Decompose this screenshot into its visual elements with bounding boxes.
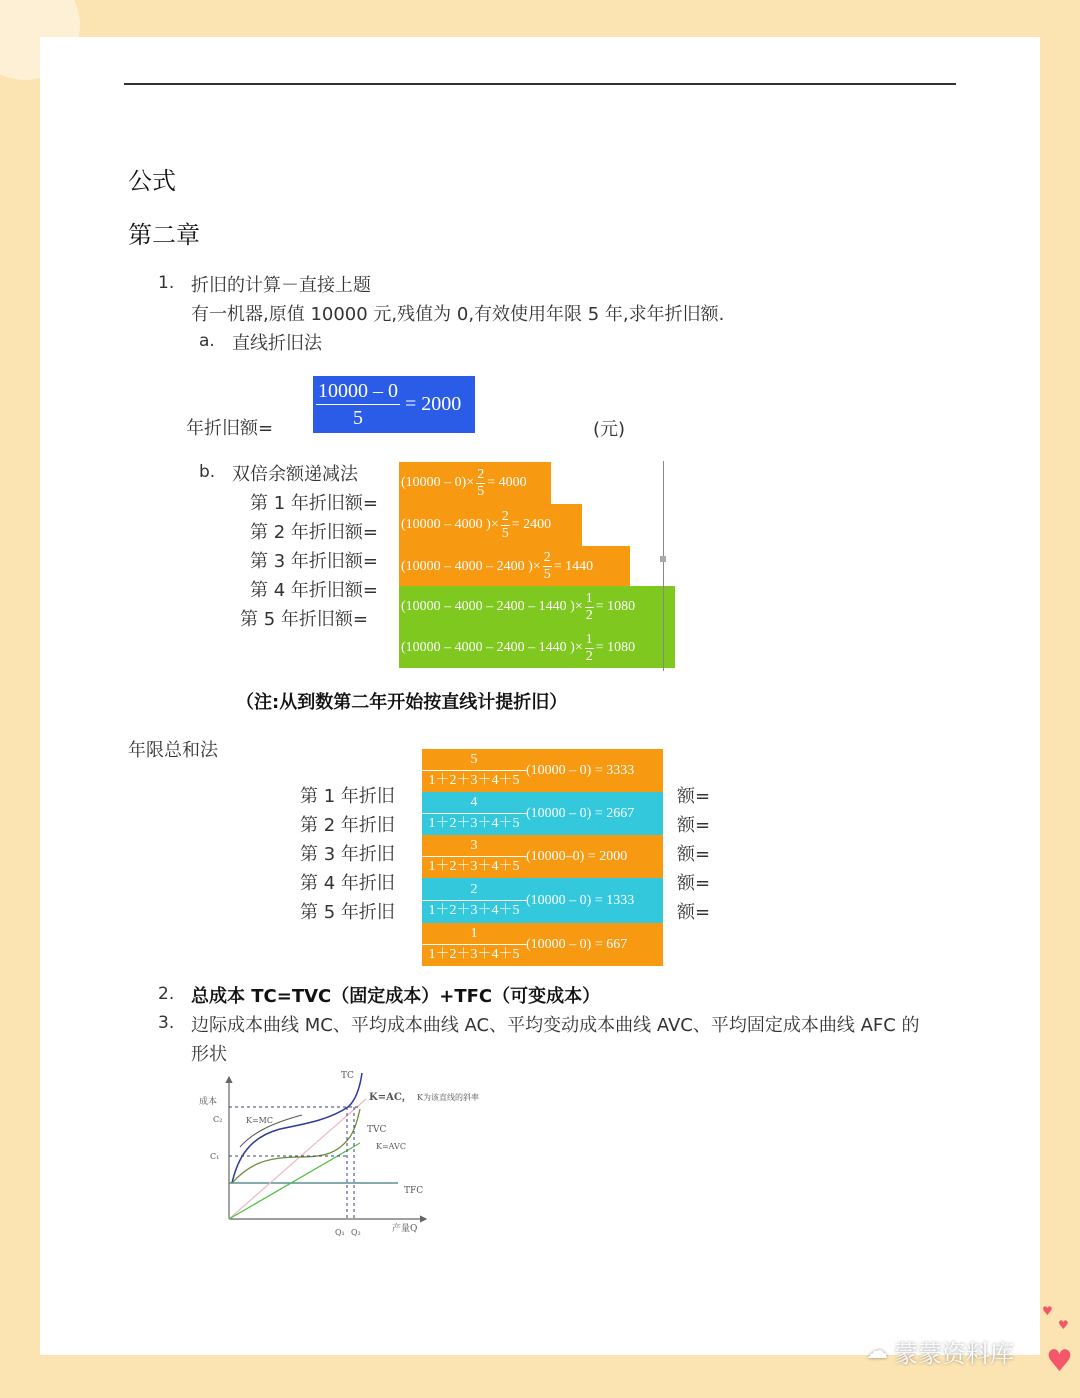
heart-icon: ♥ — [1042, 1304, 1053, 1318]
ddb-year4-label: 第 4 年折旧额= — [250, 580, 378, 601]
fraction-numerator: 3 — [422, 839, 526, 857]
ddb-year5-label: 第 5 年折旧额= — [240, 609, 368, 630]
ddb-formula-prefix: (10000 – 4000 )× — [401, 517, 499, 532]
fraction-numerator: 2 — [422, 883, 526, 901]
fraction-denominator: 2 — [585, 648, 593, 664]
wechat-icon: ☁ — [866, 1339, 888, 1364]
method-b-marker: b. — [199, 462, 216, 482]
ddb-fraction — [501, 510, 510, 541]
watermark — [866, 1334, 1014, 1369]
ddb-formula-prefix: (10000 – 4000 – 2400 – 1440 )× — [401, 640, 583, 655]
fraction-numerator: 10000 – 0 — [316, 381, 400, 405]
kac-note: K为该直线的斜率 — [417, 1093, 479, 1102]
soyd-year2-label: 第 2 年折旧 — [300, 815, 395, 836]
kac-label: K=AC， — [369, 1092, 412, 1103]
item3-text-line1: 边际成本曲线 MC、平均成本曲线 AC、平均变动成本曲线 AVC、平均固定成本曲线 AFC 的 — [191, 1015, 920, 1036]
soyd-formula-result: (10000 – 0) = 1333 — [526, 892, 635, 908]
soyd-formula-4 — [422, 878, 663, 923]
fraction-denominator: 1＋2＋3＋4＋5 — [428, 859, 520, 874]
selection-guide-line — [663, 461, 664, 671]
item2-number: 2. — [158, 984, 175, 1004]
ddb-formula-result: = 4000 — [487, 475, 527, 490]
watermark-text: 蒙蒙资料库 — [894, 1340, 1014, 1368]
tvc-label: TVC — [367, 1125, 387, 1135]
unit-label: (元) — [593, 419, 626, 440]
fraction-denominator: 5 — [543, 567, 551, 582]
fraction-denominator: 5 — [353, 407, 363, 429]
soyd-fraction — [422, 927, 526, 962]
q2-label: Q₂ — [351, 1228, 361, 1237]
soyd-year3-suffix: 额= — [677, 844, 711, 865]
document-page — [40, 37, 1040, 1355]
ddb-formula-result: = 1440 — [553, 558, 594, 574]
fraction-numerator: 2 — [501, 508, 509, 524]
x-axis-label: 产量Q — [392, 1224, 418, 1234]
ddb-formula-3 — [399, 546, 630, 587]
soyd-year1-suffix: 额= — [677, 786, 711, 807]
ddb-fraction — [543, 551, 552, 582]
page-title: 公式 — [128, 167, 176, 195]
fraction-denominator: 1＋2＋3＋4＋5 — [428, 947, 520, 962]
fraction-denominator: 5 — [501, 525, 509, 541]
selection-handle — [660, 556, 666, 562]
tfc-label: TFC — [404, 1186, 424, 1196]
heart-icon: ♥ — [1046, 1344, 1073, 1379]
soyd-fraction — [422, 796, 526, 831]
formula-result: = 2000 — [405, 393, 462, 415]
soyd-year3-label: 第 3 年折旧 — [300, 844, 395, 865]
y-axis-label: 成本 — [199, 1097, 218, 1107]
soyd-fraction — [422, 839, 526, 874]
ddb-formula-prefix: (10000 – 0)× — [401, 475, 475, 490]
ddb-fraction — [585, 633, 594, 664]
kavc-label: K=AVC — [376, 1142, 406, 1151]
sum-of-years-title: 年限总和法 — [128, 740, 218, 761]
q1-label: Q₁ — [335, 1228, 345, 1237]
fraction-numerator: 5 — [422, 753, 526, 771]
header-rule — [124, 83, 956, 85]
ddb-year2-label: 第 2 年折旧额= — [250, 522, 378, 543]
straight-line-formula — [313, 376, 475, 433]
fraction-denominator: 1＋2＋3＋4＋5 — [428, 816, 520, 831]
avc-ray-line — [229, 1143, 360, 1219]
ddb-formula-1 — [399, 462, 551, 504]
ddb-formula-4 — [399, 586, 675, 628]
soyd-year2-suffix: 额= — [677, 815, 711, 836]
ddb-note: （注:从到数第二年开始按直线计提折旧） — [236, 692, 568, 713]
soyd-formula-5 — [422, 923, 663, 966]
c2-label: C₂ — [213, 1115, 223, 1124]
soyd-formula-1 — [422, 749, 663, 792]
fraction-numerator: 1 — [585, 590, 593, 606]
ddb-year1-label: 第 1 年折旧额= — [250, 493, 378, 514]
method-a-marker: a. — [199, 331, 215, 351]
soyd-fraction — [422, 753, 526, 788]
fraction-denominator: 1＋2＋3＋4＋5 — [428, 903, 520, 918]
soyd-formula-result: (10000 – 0) = 667 — [526, 936, 628, 952]
soyd-year5-suffix: 额= — [677, 902, 711, 923]
soyd-formula-2 — [422, 792, 663, 835]
soyd-formula-result: (10000 – 0) = 3333 — [526, 762, 635, 778]
method-b-title: 双倍余额递减法 — [232, 464, 358, 485]
ddb-formula-result: = 2400 — [511, 517, 552, 532]
ddb-fraction — [585, 592, 594, 623]
chapter-heading: 第二章 — [128, 221, 200, 249]
ddb-formula-result: = 1080 — [595, 640, 636, 655]
item1-heading: 折旧的计算－直接上题 — [191, 275, 371, 296]
fraction-numerator: 1 — [585, 631, 593, 647]
fraction-denominator: 2 — [585, 607, 593, 623]
item3-text-line2: 形状 — [191, 1044, 227, 1065]
fraction-numerator: 4 — [422, 796, 526, 814]
soyd-formula-result: (10000 – 0) = 2667 — [526, 805, 635, 821]
fraction-denominator: 1＋2＋3＋4＋5 — [428, 773, 520, 788]
item1-number: 1. — [158, 273, 175, 293]
fraction-numerator: 1 — [422, 927, 526, 945]
ddb-fraction — [476, 468, 485, 499]
soyd-year5-label: 第 5 年折旧 — [300, 902, 395, 923]
c1-label: C₁ — [210, 1152, 220, 1161]
item2-text: 总成本 TC=TVC（固定成本）+TFC（可变成本） — [191, 986, 601, 1007]
straight-line-fraction — [316, 381, 400, 428]
method-a-title: 直线折旧法 — [232, 333, 322, 354]
tc-label: TC — [341, 1071, 354, 1081]
heart-icon: ♥ — [1058, 1318, 1069, 1332]
soyd-formula-result: (10000–0) = 2000 — [526, 848, 628, 864]
soyd-fraction — [422, 883, 526, 918]
soyd-year1-label: 第 1 年折旧 — [300, 786, 395, 807]
method-a-label: 年折旧额= — [186, 418, 274, 439]
ddb-formula-prefix: (10000 – 4000 – 2400 )× — [401, 558, 541, 574]
ddb-formula-prefix: (10000 – 4000 – 2400 – 1440 )× — [401, 599, 583, 614]
cost-curve-figure — [190, 1065, 510, 1245]
ddb-formula-2 — [399, 504, 582, 546]
fraction-numerator: 2 — [477, 466, 485, 482]
ddb-year3-label: 第 3 年折旧额= — [250, 551, 378, 572]
item1-problem: 有一机器,原值 10000 元,残值为 0,有效使用年限 5 年,求年折旧额. — [191, 304, 725, 325]
fraction-denominator: 5 — [477, 483, 485, 499]
fraction-numerator: 2 — [543, 550, 551, 565]
ddb-formula-result: = 1080 — [595, 599, 636, 614]
soyd-year4-suffix: 额= — [677, 873, 711, 894]
ddb-formula-5 — [399, 628, 675, 668]
soyd-year4-label: 第 4 年折旧 — [300, 873, 395, 894]
kmc-label: K=MC — [246, 1116, 273, 1125]
item3-number: 3. — [158, 1013, 175, 1033]
soyd-formula-3 — [422, 835, 663, 878]
